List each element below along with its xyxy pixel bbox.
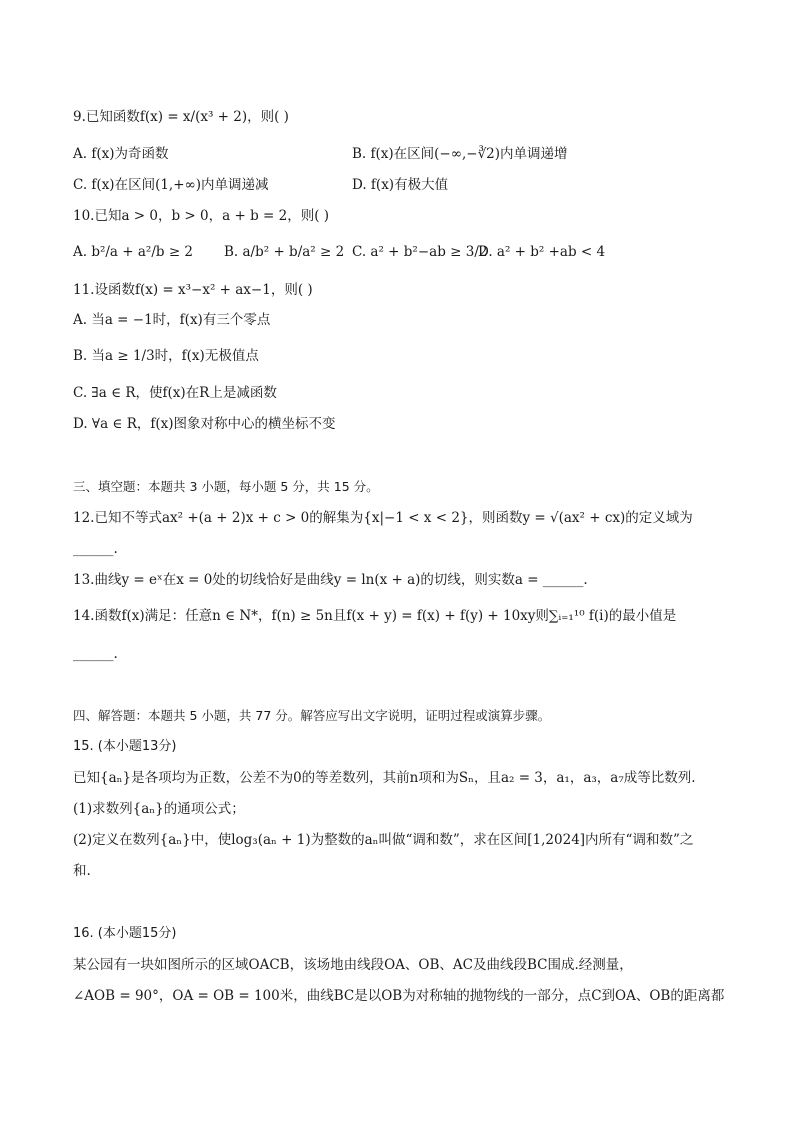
q13-text: 13.曲线y = eˣ在x = 0处的切线恰好是曲线y = ln(x + a)的切线，则实数a = ______. [73,572,588,588]
q16-header: 16. (本小题15分) [73,926,177,941]
q14-answer-blank: ______. [73,646,118,662]
q11-option-b: B. 当a ≥ 1/3时，f(x)无极值点 [73,348,259,364]
q9-option-b: B. f(x)在区间(−∞,−∛2)内单调递增 [352,146,568,162]
q12-answer-blank: ______. [73,541,118,557]
q16-line1: 某公园有一块如图所示的区域OACB，该场地由线段OA、OB、AC及曲线段BC围成.经测量， [73,957,633,973]
q15-part2-cont: 和. [73,863,91,879]
section-heading-solution: 四、解答题：本题共 5 小题，共 77 分。解答应写出文字说明，证明过程或演算步骤。 [73,708,551,723]
q10-option-d: D. a² + b² +ab < 4 [478,244,606,260]
q9-stem: 9.已知函数f(x) = x/(x³ + 2)，则( ) [73,109,289,125]
section-heading-fill-in: 三、填空题：本题共 3 小题，每小题 5 分，共 15 分。 [73,479,379,494]
q16-line2: ∠AOB = 90°，OA = OB = 100米，曲线BC是以OB为对称轴的抛物线的一部分，点C到OA、OB的距离都 [73,988,725,1004]
q14-line1: 14.函数f(x)满足：任意n ∈ N*，f(n) ≥ 5n且f(x + y) = f(x) + f(y) + 10xy则∑ᵢ₌₁¹⁰ f(i)的最小值是 [73,608,677,624]
q15-part1: (1)求数列{aₙ}的通项公式； [73,801,245,817]
q10-option-a: A. b²/a + a²/b ≥ 2 [73,244,194,260]
q11-stem: 11.设函数f(x) = x³−x² + ax−1，则( ) [73,282,313,298]
q10-option-c: C. a² + b²−ab ≥ 3/2 [352,244,488,260]
q11-option-d: D. ∀a ∈ R，f(x)图象对称中心的横坐标不变 [73,416,336,432]
q10-stem: 10.已知a > 0，b > 0，a + b = 2，则( ) [73,208,330,224]
q12-line1: 12.已知不等式ax² +(a + 2)x + c > 0的解集为{x|−1 < x < 2}，则函数y = √(ax² + cx)的定义域为 [73,510,693,526]
q15-stem: 已知{aₙ}是各项均为正数，公差不为0的等差数列，其前n项和为Sₙ，且a₂ = 3，a₁，a₃，a₇成等比数列. [73,770,696,786]
q10-option-b: B. a/b² + b/a² ≥ 2 [224,244,345,260]
q9-option-d: D. f(x)有极大值 [352,177,449,193]
q11-option-c: C. ∃a ∈ R，使f(x)在R上是减函数 [73,385,277,401]
q9-option-c: C. f(x)在区间(1,+∞)内单调递减 [73,177,269,193]
q15-part2: (2)定义在数列{aₙ}中，使log₃(aₙ + 1)为整数的aₙ叫做“调和数”，求在区间[1,2024]内所有“调和数”之 [73,832,694,848]
q9-option-a: A. f(x)为奇函数 [73,146,169,162]
q15-header: 15. (本小题13分) [73,739,177,754]
q11-option-a: A. 当a = −1时，f(x)有三个零点 [73,312,271,328]
